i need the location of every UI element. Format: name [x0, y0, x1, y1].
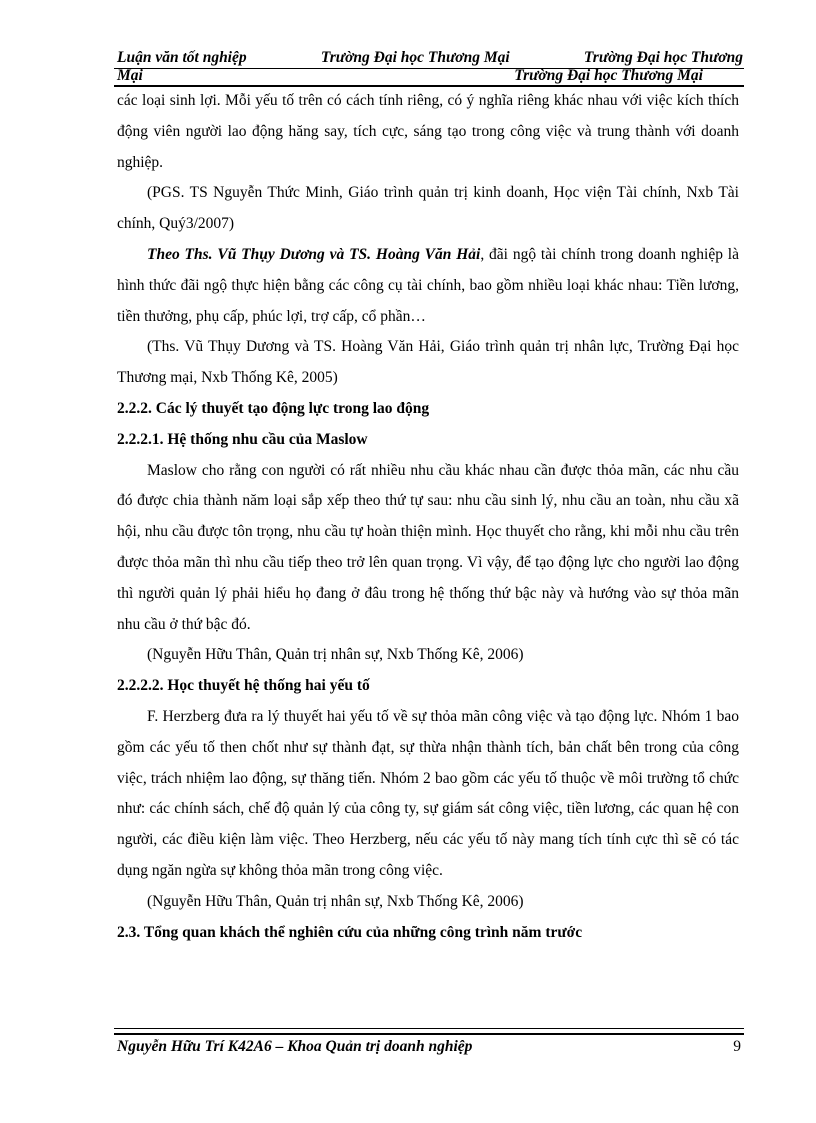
paragraph-maslow: Maslow cho rằng con người có rất nhiều nhu cầu khác nhau cần được thỏa mãn, các nhu cầu đó được chia thành năm loại sắp xếp theo thứ tự sau: nhu cầu sinh lý, nhu cầu an toàn, nhu cầu xã hội, nhu cầu được tôn trọng, nhu cầu tự hoàn thiện mình. Học thuyết cho rằng, khi mỗi nhu cầu trên được thỏa mãn thì nhu cầu tiếp theo trở lên quan trọng. Vì vậy, để tạo động lực cho người lao động thì người quản lý phải hiểu họ đang ở đâu trong hệ thống thứ bậc này và hướng vào sự thỏa mãn nhu cầu ở thứ bậc đó.	[117, 461, 739, 633]
section-heading-2-2-2-2: 2.2.2.2. Học thuyết hệ thống hai yếu tố	[117, 677, 370, 695]
section-heading-2-2-2-1: 2.2.2.1. Hệ thống nhu cầu của Maslow	[117, 430, 368, 448]
paragraph-herzberg: F. Herzberg đưa ra lý thuyết hai yếu tố về sự thỏa mãn công việc và tạo động lực. Nhóm 1 bao gồm các yếu tố then chốt như sự thành đạt, sự thừa nhận thành tích, bản chất bên trong của công việc, trách nhiệm lao động, sự thăng tiến. Nhóm 2 bao gồm các yếu tố thuộc về môi trường tổ chức như: các chính sách, chế độ quản lý của công ty, sự giám sát công việc, tiền lương, các quan hệ con người, các điều kiện làm việc. Theo Herzberg, nếu các yếu tố này mang tích tính cực thì sẽ có tác dụng ngăn ngừa sự không thỏa mãn trong công việc.	[117, 707, 739, 879]
header-university-name: Trường Đại học Thương Mại	[320, 49, 510, 66]
header-university-name-2: Trường Đại học Thương Mại	[514, 67, 703, 84]
author-lead: Theo Ths. Vũ Thụy Dương và TS. Hoàng Văn Hải	[147, 245, 481, 263]
page-number: 9	[733, 1038, 741, 1055]
header-university-name-repeat: Trường Đại học Thương	[583, 49, 743, 66]
paragraph-financial-reward-text: , đãi ngộ tài chính trong doanh nghiệp là hình thức đãi ngộ thực hiện bằng các công cụ tài chính, bao gồm nhiều loại khác nhau: Tiền lương, tiền thưởng, phụ cấp, phúc lợi, trợ cấp, cổ phần…	[117, 245, 739, 325]
citation-than-1: (Nguyễn Hữu Thân, Quản trị nhân sự, Nxb Thống Kê, 2006)	[147, 646, 524, 664]
running-footer	[117, 1036, 743, 1058]
paragraph-reward-factors: các loại sinh lợi. Mỗi yếu tố trên có cách tính riêng, có ý nghĩa riêng khác nhau với việc kích thích động viên người lao động hăng say, tích cực, sáng tạo trong công việc và trung thành với doanh nghiệp.	[117, 92, 739, 171]
running-header	[117, 49, 743, 85]
section-heading-2-3: 2.3. Tổng quan khách thể nghiên cứu của những công trình năm trước	[117, 923, 583, 941]
header-rule-thin	[114, 68, 744, 69]
footer-author: Nguyễn Hữu Trí K42A6 – Khoa Quản trị doanh nghiệp	[117, 1038, 473, 1055]
header-line-1	[117, 49, 743, 67]
footer-rule-thick	[114, 1033, 744, 1035]
paragraph-financial-reward	[117, 240, 739, 332]
header-line-2	[117, 67, 743, 85]
footer-rule-thin	[114, 1028, 744, 1029]
section-heading-2-2-2: 2.2.2. Các lý thuyết tạo động lực trong lao động	[117, 399, 430, 417]
header-thesis-label: Luận văn tốt nghiệp	[117, 49, 247, 66]
citation-duong-hai: (Ths. Vũ Thụy Dương và TS. Hoàng Văn Hải, Giáo trình quản trị nhân lực, Trường Đại học Thương mại, Nxb Thống Kê, 2005)	[117, 338, 739, 387]
citation-minh: (PGS. TS Nguyễn Thức Minh, Giáo trình quản trị kinh doanh, Học viện Tài chính, Nxb Tài chính, Quý3/2007)	[117, 184, 739, 233]
citation-than-2: (Nguyễn Hữu Thân, Quản trị nhân sự, Nxb Thống Kê, 2006)	[147, 892, 524, 910]
page-body	[117, 86, 739, 948]
header-wrap-fragment: Mại	[117, 67, 143, 84]
